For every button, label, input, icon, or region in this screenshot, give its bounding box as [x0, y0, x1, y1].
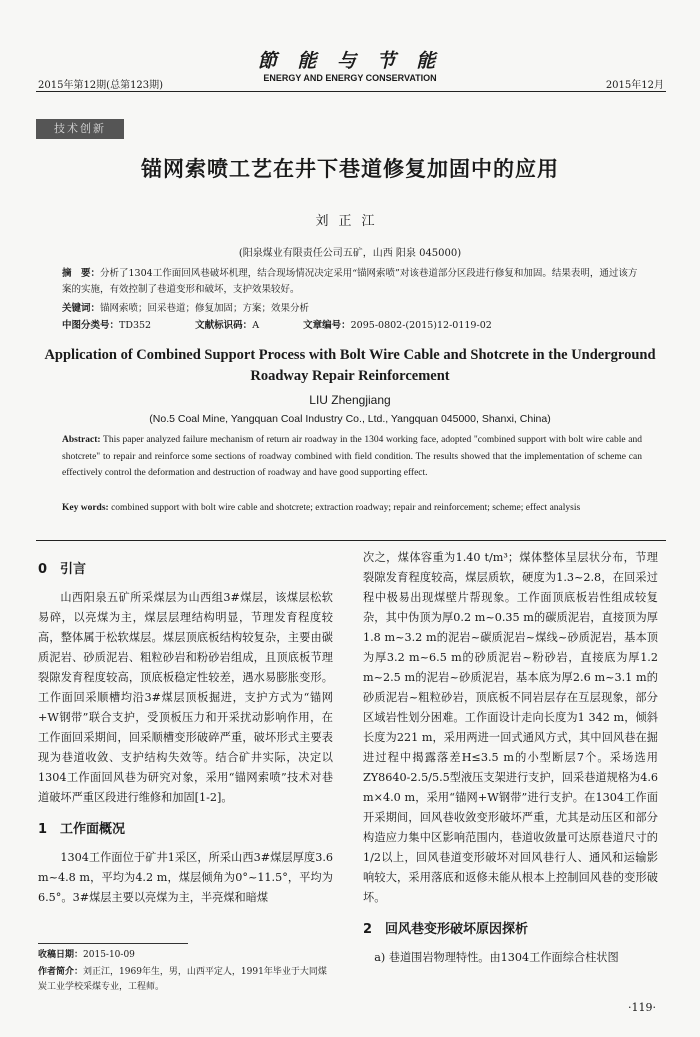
article-no-label: 文章编号：: [303, 320, 351, 331]
keywords-en: [62, 500, 642, 517]
abstract-en: [62, 432, 642, 482]
abstract-en-label: Abstract:: [62, 435, 101, 445]
section-2-paragraph: a) 巷道围岩物理特性。由1304工作面综合柱状图: [374, 951, 619, 964]
author-cn: 刘正江: [315, 214, 385, 229]
affiliation-cn: (阳泉煤业有限责任公司五矿，山西 阳泉 045000): [238, 248, 462, 259]
body-right-column: [363, 548, 658, 968]
clc-label: 中图分类号：: [62, 320, 120, 331]
journal-name-cn: 節 能 与 节 能: [257, 50, 443, 72]
keywords-en-label: Key words:: [62, 503, 109, 513]
abstract-divider: [36, 540, 666, 541]
keywords-cn: [62, 301, 642, 317]
article-title-cn: 锚网索喷工艺在井下巷道修复加固中的应用: [141, 157, 559, 181]
page-number: ·119·: [628, 1001, 656, 1014]
journal-masthead: [0, 50, 700, 83]
section-tag: 技术创新: [36, 119, 124, 139]
abstract-cn-label: 摘 要：: [62, 268, 101, 279]
classification-line: [62, 318, 642, 334]
header-issue: 2015年第12期(总第123期): [38, 80, 164, 91]
abstract-en-text: This paper analyzed failure mechanism of return air roadway in the 1304 working face, adopted "combined support with bolt wire cable and shotcrete" to repair and reinforce some sections of roadway combined with field condition. The results showed that the implementation of scheme can effectively control the deformation and destruction of roadway and have good supporting effect.: [62, 435, 642, 478]
footnote-rule: [38, 943, 188, 944]
affiliation-en: (No.5 Coal Mine, Yangquan Coal Industry Co., Ltd., Yangquan 045000, Shanxi, China): [149, 413, 551, 425]
right-column-paragraph: 次之，煤体容重为1.40 t/m³；煤体整体呈层状分布，节理裂隙发育程度较高，煤层质软，硬度为1.3~2.8，在回采过程中极易出现煤壁片帮现象。工作面顶底板岩性组成较复杂，其中伪顶为厚0.2 m~0.35 m的碳质泥岩，直接顶为厚1.8 m~3.2 m的泥岩~碳质泥岩~煤线~砂质泥岩，基本顶为厚3.2 m~6.5 m的砂质泥岩~粉砂岩，直接底为厚1.2 m~2.5 m的泥岩~砂质泥岩，基本底为厚2.6 m~3.1 m的砂质泥岩~粗粒砂岩，顶底板不同岩层存在互层现象，部分区域岩性划分困难。工作面设计走向长度为1 342 m，倾斜长度为221 m，采用两进一回式通风方式，其中回风巷在掘进过程中揭露落差H≤3.5 m的小型断层7个。采场选用ZY8640-2.5/5.5型液压支架进行支护，回采巷道规格为4.6 m×4.0 m，采用“锚网+W钢带”进行支护。在1304工作面开采期间，回风巷收敛变形破坏严重，尤其是动压区和部分构造应力集中区影响范围内，巷道收敛量可达原巷道尺寸的1/2以上，回风巷道变形破坏对回风巷行人、通风和运输影响较大，采用落底和返修未能从根本上控制回风巷的变形破坏。: [363, 551, 658, 904]
keywords-cn-label: 关键词：: [62, 303, 101, 314]
section-1-paragraph: 1304工作面位于矿井1采区，所采山西3#煤层厚度3.6 m~4.8 m，平均为4.2 m，煤层倾角为0°~11.5°，平均为6.5°。3#煤层主要以亮煤为主，半亮煤和暗煤: [38, 851, 333, 904]
section-1-heading: 1 工作面概况: [38, 822, 126, 837]
abstract-cn: [62, 266, 642, 298]
footnote-author: [38, 965, 333, 995]
journal-name-en: ENERGY AND ENERGY CONSERVATION: [263, 73, 437, 83]
header-date: 2015年12月: [605, 80, 664, 91]
keywords-en-text: combined support with bolt wire cable and shotcrete; extraction roadway; repair and reinforcement; scheme; effect analysis: [111, 503, 581, 513]
clc-value: TD352: [119, 320, 152, 331]
received-label: 收稿日期：: [38, 950, 84, 960]
section-2-heading: 2 回风巷变形破坏原因探析: [363, 922, 529, 937]
keywords-cn-text: 锚网索喷；回采巷道；修复加固；方案；效果分析: [100, 303, 310, 314]
author-bio: 刘正江，1969年生，男，山西平定人，1991年毕业于大同煤炭工业学校采煤专业，工程师。: [38, 967, 327, 992]
author-en: LIU Zhengjiang: [309, 393, 391, 407]
body-left-column: [38, 548, 333, 908]
article-title-en: Application of Combined Support Process with Bolt Wire Cable and Shotcrete in the Underground Roadway Repair Reinforcement: [44, 347, 656, 384]
doc-code-label: 文献标识码：: [195, 320, 253, 331]
doc-code-value: A: [252, 320, 260, 331]
article-no-value: 2095-0802-(2015)12-0119-02: [350, 320, 492, 331]
footnote-received: [38, 948, 333, 963]
header-rule: [36, 91, 666, 92]
section-0-heading: 0 引言: [38, 562, 87, 577]
author-bio-label: 作者简介：: [38, 967, 84, 977]
received-date: 2015-10-09: [83, 950, 135, 960]
abstract-cn-text: 分析了1304工作面回风巷破坏机理，结合现场情况决定采用“锚网索喷”对该巷道部分区段进行修复和加固。结果表明，通过该方案的实施，有效控制了巷道变形和破坏，支护效果较好。: [62, 268, 638, 295]
section-0-paragraph: 山西阳泉五矿所采煤层为山西组3#煤层，该煤层松软易碎，以亮煤为主，煤层层理结构明显，节理发育程度较高，整体属于松软煤层。煤层顶底板结构较复杂，主要由碳质泥岩、砂质泥岩、粗粒砂岩和粉砂岩组成，且顶底板节理裂隙发育程度较高，顶底板稳定性较差，遇水易膨胀变形。工作面回采顺槽均沿3#煤层顶板掘进，支护方式为“锚网+W钢带”联合支护，受顶板压力和开采扰动影响作用，在工作面回采期间，回采顺槽变形破碎严重，破坏形式主要表现为巷道收敛、支护结构失效等。结合矿井实际，决定以1304工作面回风巷为研究对象，采用“锚网索喷”技术对巷道破坏严重区段进行维修和加固[1-2]。: [38, 591, 333, 804]
